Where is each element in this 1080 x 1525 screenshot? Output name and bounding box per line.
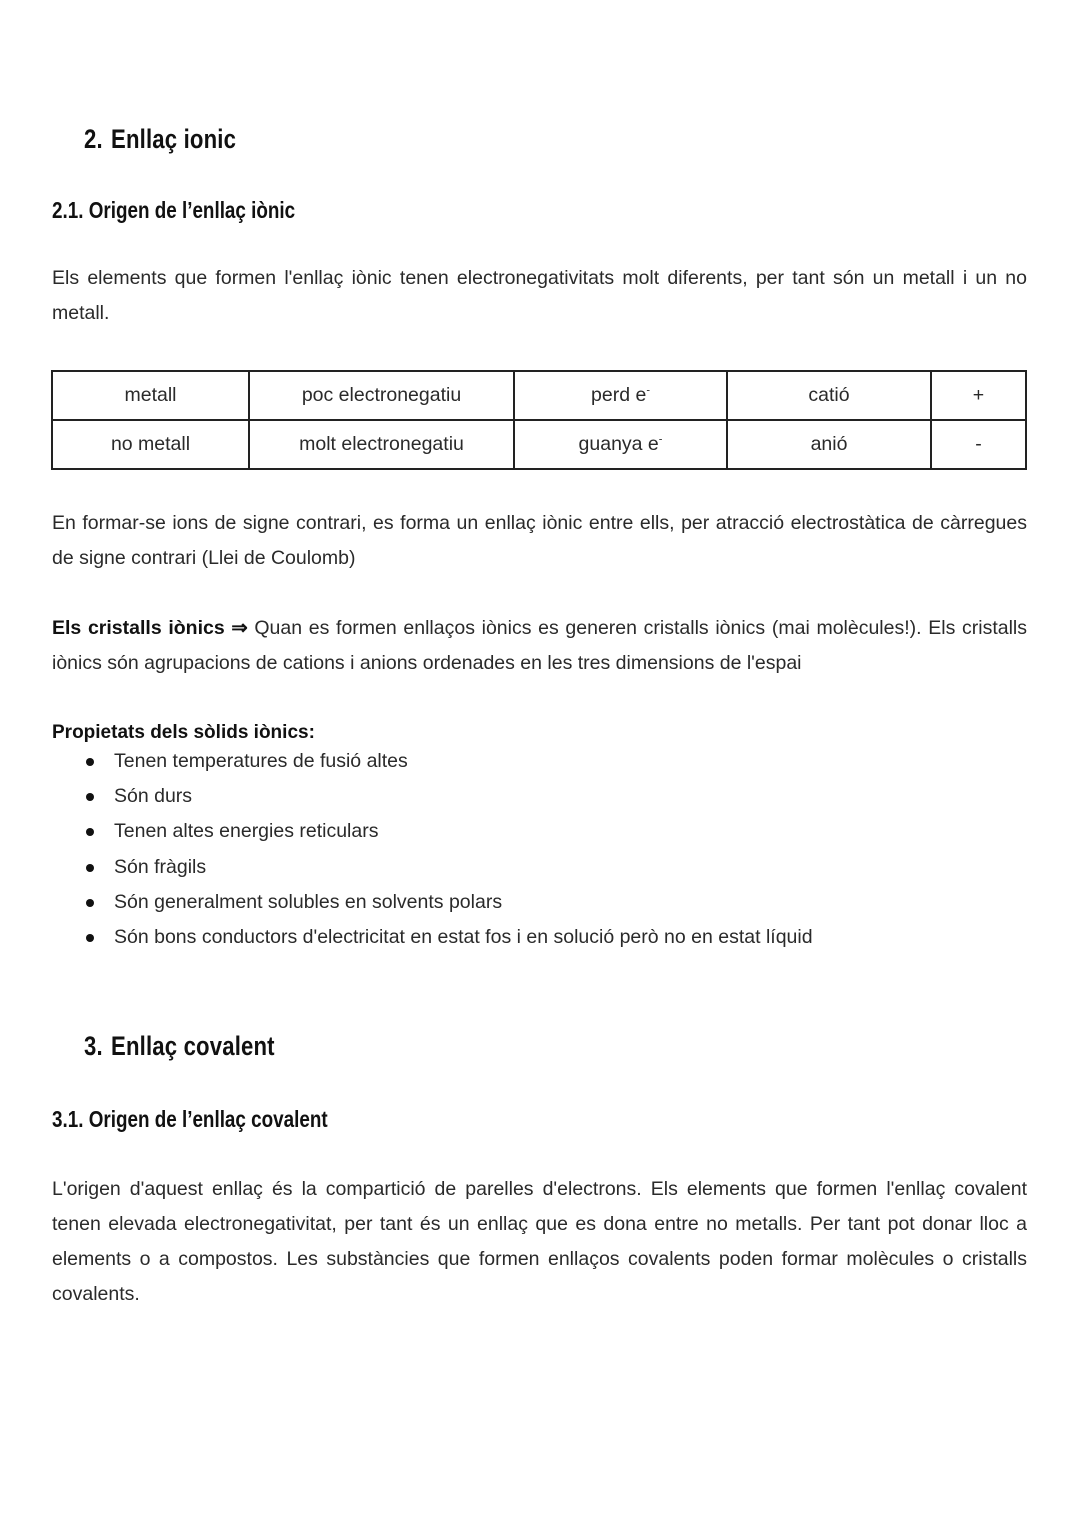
crystals-paragraph bbox=[52, 611, 1027, 681]
table-row bbox=[52, 371, 1026, 420]
formation-paragraph: En formar-se ions de signe contrari, es forma un enllaç iònic entre ells, per atracció electrostàtica de càrregues de signe contrari (Llei de Coulomb) bbox=[52, 512, 1027, 569]
table-cell: anió bbox=[727, 420, 931, 469]
table-cell bbox=[514, 371, 727, 420]
table-cell: poc electronegatiu bbox=[249, 371, 514, 420]
section-number: 2. bbox=[84, 124, 103, 154]
covalent-intro-paragraph: L'origen d'aquest enllaç és la compartició de parelles d'electrons. Els elements que formen l'enllaç covalent tenen elevada electronegativitat, per tant és un enllaç que es dona entre no metalls. Per tant pot donar lloc a elements o a compostos. Les substàncies que formen enllaços covalents poden formar molècules o cristalls covalents. bbox=[52, 1178, 1027, 1305]
crystals-text: Quan es formen enllaços iònics es generen cristalls iònics (mai molècules!). Els cristalls iònics són agrupacions de cations i anions ordenades en les tres dimensions de l'espai bbox=[52, 617, 1028, 674]
list-item: Són durs bbox=[114, 779, 813, 814]
section-title: Enllaç covalent bbox=[111, 1031, 275, 1061]
cell-text: perd e bbox=[591, 384, 647, 406]
properties-list bbox=[52, 744, 813, 955]
section-2-heading bbox=[84, 124, 236, 155]
section-number: 3. bbox=[84, 1031, 103, 1061]
ionic-intro-paragraph: Els elements que formen l'enllaç iònic tenen electronegativitats molt diferents, per tant són un metall i un no metall. bbox=[52, 267, 1027, 324]
table-cell: molt electronegatiu bbox=[249, 420, 514, 469]
subsection-3-1-heading: 3.1. Origen de l’enllaç covalent bbox=[52, 1106, 328, 1132]
list-item: Tenen temperatures de fusió altes bbox=[114, 744, 813, 779]
subsection-2-1-heading: 2.1. Origen de l’enllaç iònic bbox=[52, 197, 296, 223]
table-cell: catió bbox=[727, 371, 931, 420]
ionic-comparison-table bbox=[51, 370, 1027, 470]
table-cell: + bbox=[931, 371, 1026, 420]
cell-text: guanya e bbox=[578, 433, 659, 455]
list-item: Són fràgils bbox=[114, 850, 813, 885]
properties-title: Propietats dels sòlids iònics: bbox=[52, 722, 315, 743]
list-item: Són bons conductors d'electricitat en estat fos i en solució però no en estat líquid bbox=[114, 920, 813, 955]
superscript: - bbox=[658, 433, 663, 446]
crystals-label: Els cristalls iònics bbox=[52, 617, 225, 639]
section-title: Enllaç ionic bbox=[111, 124, 237, 154]
list-item: Tenen altes energies reticulars bbox=[114, 814, 813, 849]
table-cell: no metall bbox=[52, 420, 249, 469]
list-item: Són generalment solubles en solvents polars bbox=[114, 885, 813, 920]
table-cell: metall bbox=[52, 371, 249, 420]
arrow-icon: ⇒ bbox=[231, 617, 248, 639]
table-row bbox=[52, 420, 1026, 469]
table-cell: - bbox=[931, 420, 1026, 469]
superscript: - bbox=[646, 384, 650, 397]
table-cell bbox=[514, 420, 727, 469]
section-3-heading bbox=[84, 1031, 275, 1062]
